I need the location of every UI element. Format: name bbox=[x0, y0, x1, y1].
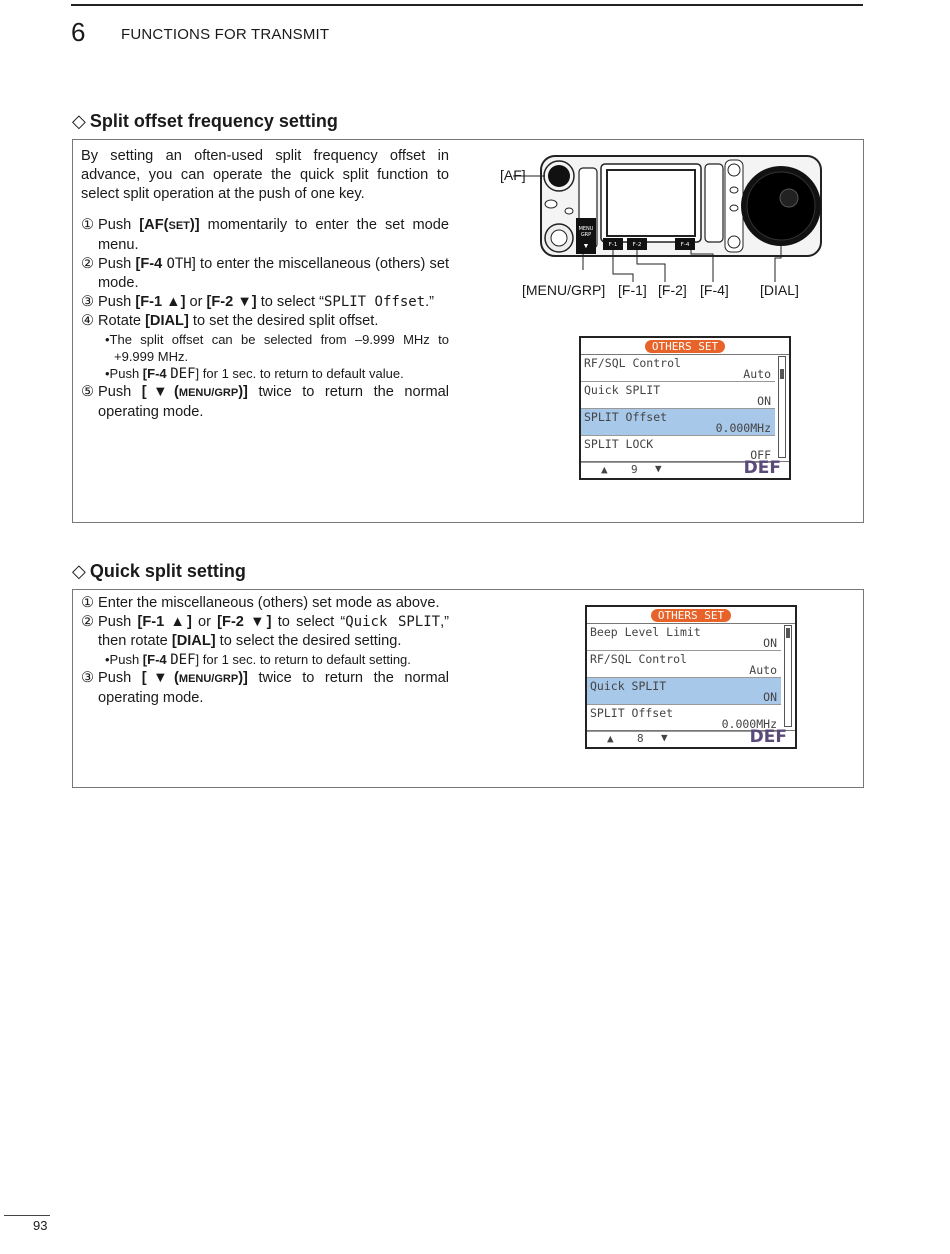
top-rule bbox=[71, 4, 863, 6]
screen-title: OTHERS SET bbox=[651, 609, 731, 622]
section-title: Split offset frequency setting bbox=[89, 111, 338, 131]
step-3: ③ Push [F-1 ▲] or [F-2 ▼] to select “SPLIT Offset.” bbox=[81, 294, 435, 310]
svg-text:MENU: MENU bbox=[578, 226, 594, 232]
af-knob bbox=[548, 165, 570, 187]
screen-title: OTHERS SET bbox=[645, 340, 725, 353]
step-list bbox=[81, 594, 449, 708]
chapter-title: FUNCTIONS FOR TRANSMIT bbox=[121, 26, 330, 43]
svg-text:▼: ▼ bbox=[582, 243, 590, 250]
others-set-screen-2 bbox=[585, 605, 797, 749]
radio-lcd bbox=[607, 170, 695, 236]
svg-text:GRP: GRP bbox=[580, 232, 592, 238]
step-list bbox=[81, 216, 449, 422]
menu-row-split-lock[interactable]: SPLIT LOCK OFF bbox=[581, 436, 775, 463]
diamond-icon: ◇ bbox=[72, 111, 86, 131]
down-arrow-icon: ▼ bbox=[661, 731, 668, 744]
section-heading-quick-split bbox=[72, 561, 246, 582]
instructions bbox=[81, 594, 449, 708]
menu-row-quick-split[interactable]: Quick SPLIT ON bbox=[581, 382, 775, 409]
section-heading-split-offset bbox=[72, 111, 338, 132]
f1-callout: [F-1] bbox=[618, 282, 647, 298]
note-offset-range: •The split offset can be selected from –9.999 MHz to +9.999 MHz. bbox=[105, 332, 449, 364]
svg-text:F-2: F-2 bbox=[632, 242, 642, 248]
section-box-quick-split bbox=[72, 589, 864, 788]
f2-callout: [F-2] bbox=[658, 282, 687, 298]
af-callout: [AF] bbox=[500, 167, 526, 183]
note-default-value: •Push [F-4 DEF] for 1 sec. to return to default value. bbox=[105, 366, 404, 382]
menu-row-split-offset[interactable]: SPLIT Offset 0.000MHz bbox=[587, 705, 781, 732]
screen-footer bbox=[581, 458, 789, 478]
scrollbar-thumb[interactable] bbox=[780, 369, 784, 379]
note-default-setting: •Push [F-4 DEF] for 1 sec. to return to default setting. bbox=[105, 652, 411, 668]
scrollbar-thumb[interactable] bbox=[786, 628, 790, 638]
diamond-icon: ◇ bbox=[72, 561, 86, 581]
intro-paragraph: By setting an often-used split frequency offset in advance, you can operate the quick split function to select split operation at the push of one key. bbox=[81, 148, 449, 202]
page-indicator: 9 bbox=[631, 463, 638, 476]
section-title: Quick split setting bbox=[89, 561, 246, 581]
step-1: ① Enter the miscellaneous (others) set mode as above. bbox=[81, 595, 440, 611]
section-box-split-offset bbox=[72, 139, 864, 523]
up-arrow-icon: ▲ bbox=[601, 463, 608, 476]
step-2: ② Push [F-4 OTH] to enter the miscellaneous (others) set mode. bbox=[81, 256, 449, 291]
menu-row-quick-split-selected[interactable]: Quick SPLIT ON bbox=[587, 678, 781, 705]
svg-text:F-4: F-4 bbox=[680, 242, 690, 248]
step-1: ① Push [AF(SET)] momentarily to enter the set mode menu. bbox=[81, 217, 449, 253]
page-indicator: 8 bbox=[637, 732, 644, 745]
screen-footer bbox=[587, 727, 795, 747]
step-2: ② Push [F-1 ▲] or [F-2 ▼] to select “Quick SPLIT,” then rotate [DIAL] to select the desired setting. •Push [F-4 DEF] for 1 sec. to return to default setting. bbox=[81, 614, 450, 668]
step-5: ⑤ Push [▼(MENU/GRP)] twice to return the normal operating mode. bbox=[81, 384, 449, 420]
menu-row-rf-sql[interactable]: RF/SQL Control Auto bbox=[581, 355, 775, 382]
step-3: ③ Push [▼(MENU/GRP)] twice to return the normal operating mode. bbox=[81, 670, 449, 706]
up-arrow-icon: ▲ bbox=[607, 732, 614, 745]
menu-row-rf-sql[interactable]: RF/SQL Control Auto bbox=[587, 651, 781, 678]
svg-text:F-1: F-1 bbox=[608, 242, 618, 248]
scrollbar[interactable] bbox=[778, 356, 786, 458]
chapter-number: 6 bbox=[71, 17, 86, 47]
others-set-screen-1 bbox=[579, 336, 791, 480]
f4-callout: [F-4] bbox=[700, 282, 729, 298]
page-number-rule bbox=[4, 1215, 50, 1216]
def-label: DEF bbox=[749, 727, 787, 747]
def-label: DEF bbox=[743, 458, 781, 478]
menu-row-beep-level[interactable]: Beep Level Limit ON bbox=[587, 624, 781, 651]
menu-grp-callout: [MENU/GRP] bbox=[522, 282, 606, 298]
scrollbar[interactable] bbox=[784, 625, 792, 727]
down-arrow-icon: ▼ bbox=[655, 462, 662, 475]
page-number: 93 bbox=[33, 1218, 48, 1233]
menu-row-split-offset-selected[interactable]: SPLIT Offset 0.000MHz bbox=[581, 409, 775, 436]
step-4: ④ Rotate [DIAL] to set the desired split offset. •The split offset can be selected from –9.999 MHz to +9.999 MHz. •Push [F-4 DEF] for 1 sec. to return to default value. bbox=[81, 313, 449, 382]
instructions bbox=[81, 144, 449, 422]
dial-callout: [DIAL] bbox=[760, 282, 799, 298]
